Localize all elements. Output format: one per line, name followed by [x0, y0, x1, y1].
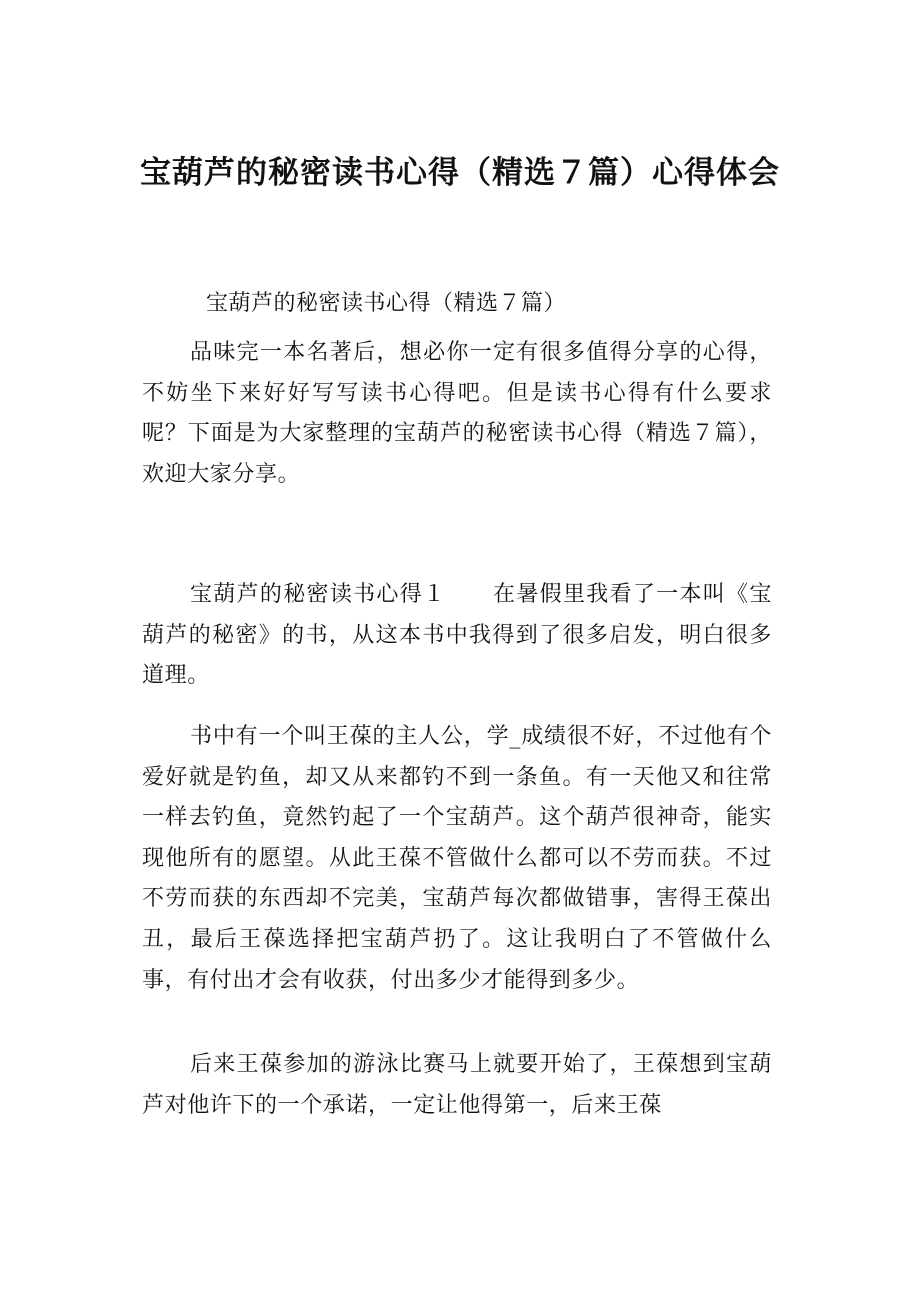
- intro-paragraph: 品味完一本名著后，想必你一定有很多值得分享的心得，不妨坐下来好好写写读书心得吧。但是读书心得有什么要求呢？下面是为大家整理的宝葫芦的秘密读书心得（精选７篇），欢迎大家分享。: [142, 340, 772, 487]
- body-paragraph-1: 书中有一个叫王葆的主人公，学_成绩很不好，不过他有个爱好就是钓鱼，却又从来都钓不到一条鱼。有一天他又和往常一样去钓鱼，竟然钓起了一个宝葫芦。这个葫芦很神奇，能实现他所有的愿望。从此王葆不管做什么都可以不劳而获。不过不劳而获的东西却不完美，宝葫芦每次都做错事，害得王葆出丑，最后王葆选择把宝葫芦扔了。这让我明白了不管做什么事，有付出才会有收获，付出多少才能得到多少。: [142, 724, 772, 993]
- section-lead: 在暑假里我看了一本叫《宝葫芦的秘密》的书，从这本书中我得到了很多启发，明白很多道理。: [142, 582, 772, 689]
- section-heading: 宝葫芦的秘密读书心得１: [190, 582, 447, 607]
- section-1-paragraph: [142, 575, 772, 697]
- body-paragraph-2: 后来王葆参加的游泳比赛马上就要开始了，王葆想到宝葫芦对他许下的一个承诺，一定让他得第一，后来王葆: [142, 1052, 772, 1118]
- document-title: 宝葫芦的秘密读书心得（精选７篇）心得体会: [140, 155, 780, 191]
- document-subtitle: 宝葫芦的秘密读书心得（精选７篇）: [206, 291, 567, 316]
